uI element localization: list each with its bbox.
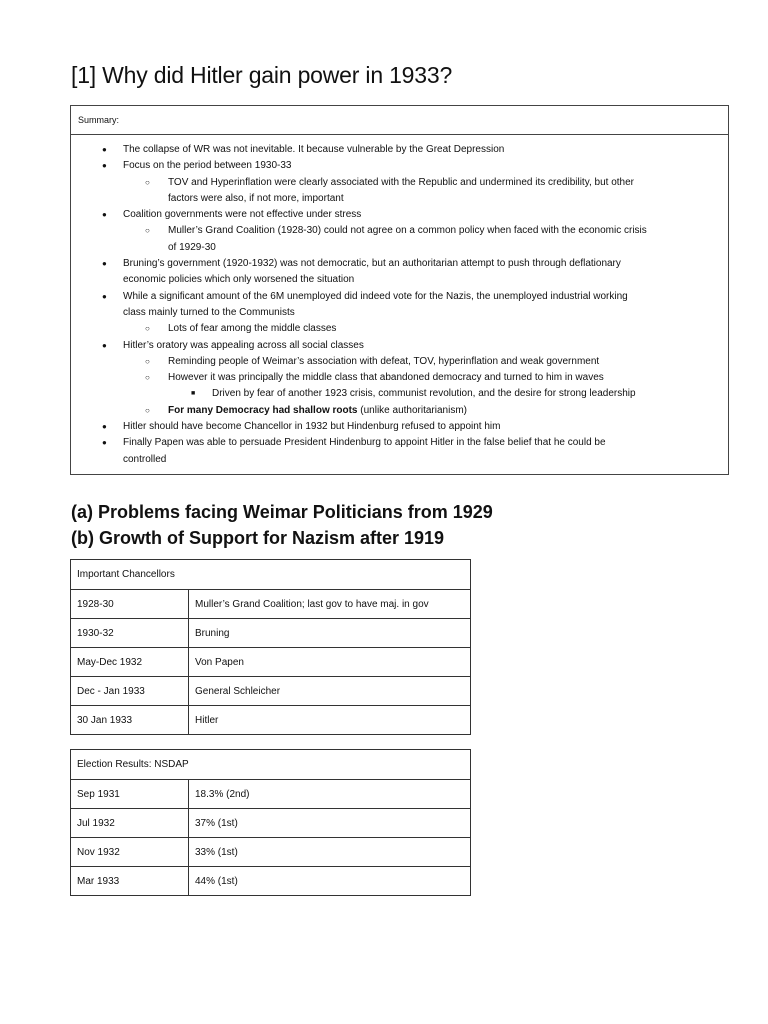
bullet-text: class mainly turned to the Communists: [123, 306, 295, 318]
bullet-text: While a significant amount of the 6M unemployed did indeed vote for the Nazis, the unemployed industrial working: [123, 290, 628, 302]
bullet-text: factors were also, if not more, important: [168, 192, 344, 204]
bullet-text: Muller’s Grand Coalition (1928-30) could not agree on a common policy when faced with the economic crisis: [168, 225, 647, 237]
table-row: [71, 809, 471, 838]
section-heading-a: (a) Problems facing Weimar Politicians from 1929: [71, 502, 493, 522]
bullet-icon: ●: [102, 161, 107, 171]
bullet-text: Driven by fear of another 1923 crisis, communist revolution, and the desire for strong leadership: [212, 388, 636, 400]
chancellors-table: [70, 559, 471, 735]
bullet-text: Focus on the period between 1930-33: [123, 160, 292, 172]
bullet-text: controlled: [123, 453, 167, 465]
summary-list-item: [71, 256, 720, 272]
bullet-icon: ○: [145, 405, 150, 415]
section-heading-b: (b) Growth of Support for Nazism after 1919: [71, 528, 445, 548]
summary-list-item: [71, 207, 720, 223]
summary-list-item: [71, 191, 720, 207]
elections-table: [70, 749, 471, 896]
table-cell-result: 18.3% (2nd): [189, 780, 471, 809]
bullet-icon: ●: [102, 340, 107, 350]
bullet-icon: ○: [145, 373, 150, 383]
bullet-icon: ●: [102, 259, 107, 269]
summary-list-item: [71, 386, 720, 402]
table-cell-date: Mar 1933: [71, 867, 189, 896]
page-title: [1] Why did Hitler gain power in 1933?: [71, 62, 453, 88]
summary-list-item: [71, 419, 720, 435]
summary-list-item: [71, 338, 720, 354]
table-cell-period: May-Dec 1932: [71, 648, 189, 677]
table-header-row: [71, 560, 471, 590]
bullet-text: Hitler’s oratory was appealing across all social classes: [123, 339, 364, 351]
bullet-text: economic policies which only worsened the situation: [123, 274, 355, 286]
table-cell-result: 44% (1st): [189, 867, 471, 896]
chancellors-table-header: Important Chancellors: [71, 560, 471, 590]
table-cell-period: 1928-30: [71, 590, 189, 619]
summary-list-item: [71, 142, 720, 158]
table-cell-period: 1930-32: [71, 619, 189, 648]
bullet-icon: ○: [145, 324, 150, 334]
summary-list-item: [71, 223, 720, 239]
bullet-icon: ●: [102, 422, 107, 432]
summary-list-item: [71, 289, 720, 305]
summary-list-item: [71, 305, 720, 321]
bullet-text: Reminding people of Weimar’s association with defeat, TOV, hyperinflation and weak government: [168, 355, 600, 367]
bullet-icon: ●: [102, 145, 107, 154]
summary-list-item: [71, 158, 720, 174]
summary-list-item: [71, 321, 720, 337]
table-cell-date: Jul 1932: [71, 809, 189, 838]
table-cell-name: General Schleicher: [189, 677, 471, 706]
table-row: [71, 838, 471, 867]
table-row: [71, 648, 471, 677]
table-row: [71, 780, 471, 809]
bullet-text: Hitler should have become Chancellor in 1932 but Hindenburg refused to appoint him: [123, 421, 501, 433]
bullet-icon: ○: [145, 226, 150, 236]
summary-list-item: [71, 272, 720, 288]
bullet-icon: ●: [102, 438, 107, 448]
bullet-icon: ●: [102, 210, 107, 220]
table-row: [71, 677, 471, 706]
bullet-text: The collapse of WR was not inevitable. It because vulnerable by the Great Depression: [123, 144, 505, 155]
table-cell-date: Nov 1932: [71, 838, 189, 867]
summary-list-item: [71, 175, 720, 191]
bullet-icon: ○: [145, 177, 150, 187]
summary-list-item: [71, 240, 720, 256]
summary-box: [70, 105, 729, 475]
summary-list-item: [71, 452, 720, 468]
bullet-icon: ○: [145, 356, 150, 366]
summary-list-item: [71, 403, 720, 419]
bullet-text: Finally Papen was able to persuade President Hindenburg to appoint Hitler in the false belief that he could be: [123, 437, 606, 449]
table-cell-date: Sep 1931: [71, 780, 189, 809]
table-cell-name: Bruning: [189, 619, 471, 648]
bullet-icon: ■: [191, 390, 196, 398]
table-cell-name: Von Papen: [189, 648, 471, 677]
table-cell-name: Muller’s Grand Coalition; last gov to have maj. in gov: [189, 590, 471, 619]
table-cell-period: Dec - Jan 1933: [71, 677, 189, 706]
bullet-bold-text: For many Democracy had shallow roots: [168, 404, 358, 416]
table-cell-period: 30 Jan 1933: [71, 706, 189, 735]
summary-label: Summary:: [71, 106, 728, 135]
bullet-text: TOV and Hyperinflation were clearly associated with the Republic and undermined its credibility, but other: [168, 176, 634, 188]
table-row: [71, 706, 471, 735]
bullet-text: Lots of fear among the middle classes: [168, 323, 337, 335]
table-row: [71, 867, 471, 896]
bullet-icon: ●: [102, 291, 107, 301]
summary-list-item: [71, 354, 720, 370]
elections-table-header: Election Results: NSDAP: [71, 750, 471, 780]
table-cell-result: 33% (1st): [189, 838, 471, 867]
table-header-row: [71, 750, 471, 780]
bullet-text: Coalition governments were not effective under stress: [123, 209, 362, 221]
summary-list: [71, 135, 728, 468]
summary-list-item: [71, 435, 720, 451]
bullet-text: of 1929-30: [168, 241, 216, 253]
bullet-text: (unlike authoritarianism): [357, 404, 467, 416]
bullet-text: Bruning’s government (1920-1932) was not democratic, but an authoritarian attempt to push through deflationary: [123, 258, 621, 270]
table-cell-result: 37% (1st): [189, 809, 471, 838]
table-row: [71, 590, 471, 619]
table-row: [71, 619, 471, 648]
summary-list-item: [71, 370, 720, 386]
table-cell-name: Hitler: [189, 706, 471, 735]
bullet-text: However it was principally the middle class that abandoned democracy and turned to him in waves: [168, 372, 604, 384]
